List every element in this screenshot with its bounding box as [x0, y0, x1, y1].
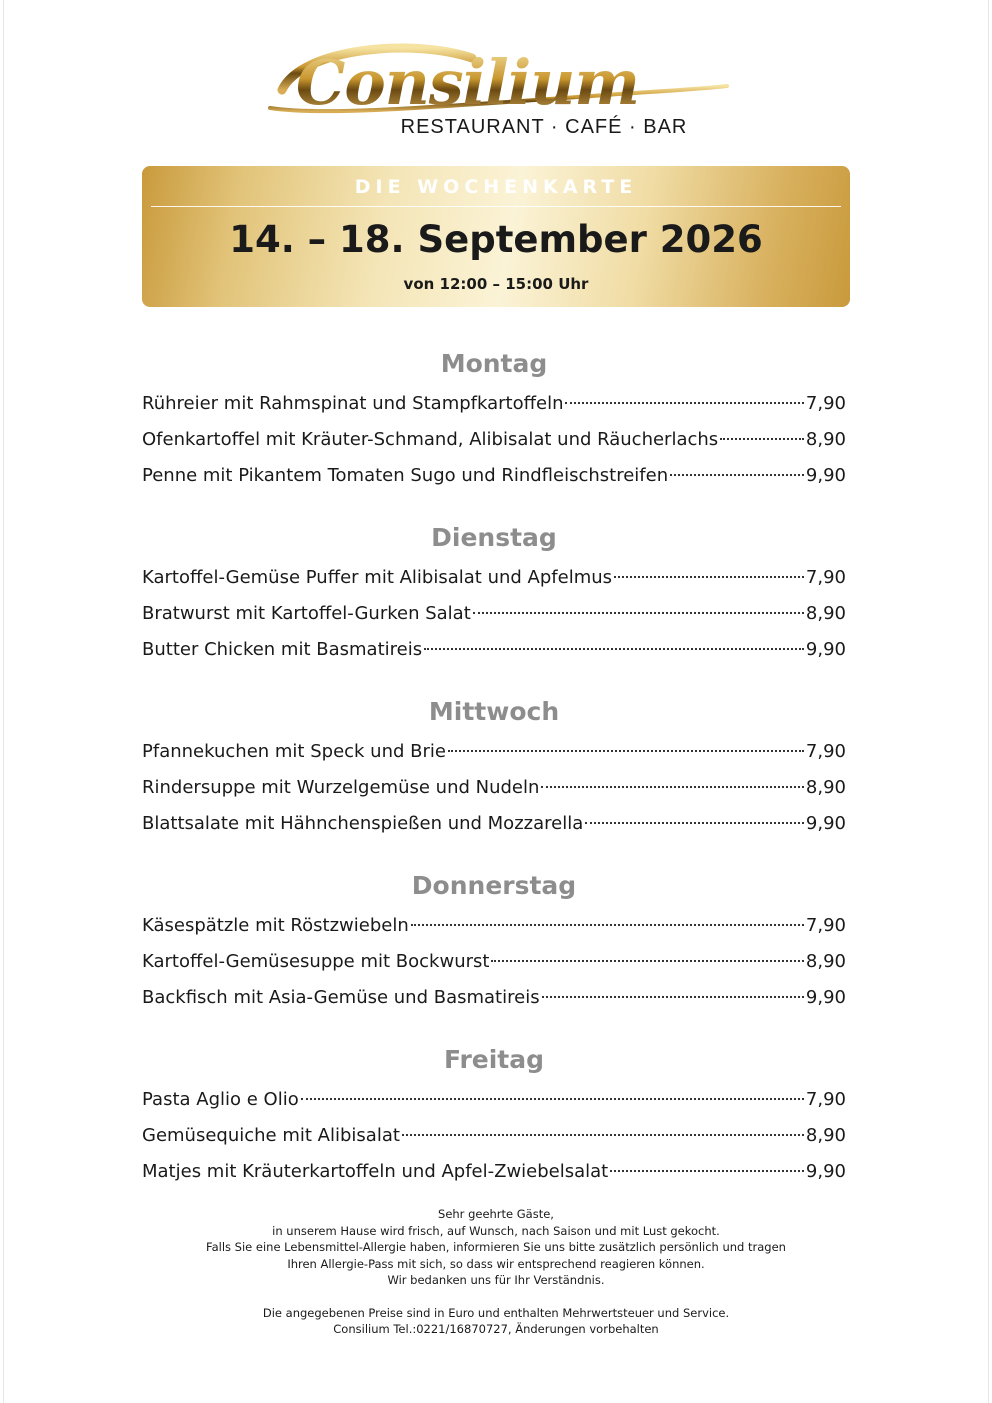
footer-line: in unserem Hause wird frisch, auf Wunsch, nach Saison und mit Lust gekocht. [272, 1223, 720, 1238]
dish-price: 9,90 [805, 465, 846, 486]
dot-leader [491, 960, 803, 962]
footer-spacer [142, 1289, 850, 1305]
dish-name: Kartoffel-Gemüse Puffer mit Alibisalat und Apfelmus [142, 567, 613, 588]
banner-date-range: 14. – 18. September 2026 [229, 218, 763, 261]
dot-leader [720, 438, 804, 440]
day-friday [142, 1042, 846, 1190]
restaurant-logo [262, 38, 732, 143]
footer-prices-note: Die angegebenen Preise sind in Euro und enthalten Mehrwertsteuer und Service. [262, 1305, 730, 1320]
footer-contact: Consilium Tel.:0221/16870727, Änderungen vorbehalten [333, 1322, 659, 1336]
day-title: Montag [440, 349, 548, 378]
dish-price: 8,90 [805, 429, 846, 450]
dish-price: 7,90 [805, 741, 846, 762]
day-title: Donnerstag [411, 871, 577, 900]
footer-line: Falls Sie eine Lebensmittel-Allergie haben, informieren Sie uns bitte zusätzlich persönlich und tragen [206, 1240, 786, 1254]
dish-price: 9,90 [805, 639, 846, 660]
dish-price: 8,90 [805, 603, 846, 624]
dish-name: Rühreier mit Rahmspinat und Stampfkartoffeln [142, 393, 564, 414]
day-title: Dienstag [431, 523, 557, 552]
day-monday [142, 346, 846, 494]
dish-price: 8,90 [805, 951, 846, 972]
menu-item [142, 734, 846, 770]
dish-name: Ofenkartoffel mit Kräuter-Schmand, Alibisalat und Räucherlachs [142, 429, 719, 450]
dish-name: Kartoffel-Gemüsesuppe mit Bockwurst [142, 951, 490, 972]
dot-leader [411, 924, 804, 926]
footer-greeting: Sehr geehrte Gäste, [438, 1207, 554, 1221]
menu-item [142, 908, 846, 944]
menu-item [142, 458, 846, 494]
day-wednesday [142, 694, 846, 842]
day-title: Freitag [443, 1045, 545, 1074]
menu-item [142, 770, 846, 806]
dish-name: Bratwurst mit Kartoffel-Gurken Salat [142, 603, 471, 624]
menu-item [142, 1082, 846, 1118]
dish-price: 9,90 [805, 987, 846, 1008]
menu-item [142, 1154, 846, 1190]
page-edge-right [988, 0, 989, 1403]
menu-item [142, 422, 846, 458]
dish-name: Pasta Aglio e Olio [142, 1089, 299, 1110]
logo-tagline: RESTAURANT · CAFÉ · BAR [400, 116, 688, 138]
banner-divider [151, 206, 841, 207]
menu-item [142, 944, 846, 980]
dish-name: Pfannekuchen mit Speck und Brie [142, 741, 446, 762]
dish-price: 8,90 [805, 777, 846, 798]
logo-wordmark [262, 38, 732, 118]
menu-item [142, 806, 846, 842]
dish-name: Matjes mit Kräuterkartoffeln und Apfel-Zwiebelsalat [142, 1161, 609, 1182]
dot-leader [424, 648, 804, 650]
dish-name: Backfisch mit Asia-Gemüse und Basmatireis [142, 987, 540, 1008]
banner-heading: DIE WOCHENKARTE [354, 176, 638, 198]
dish-price: 8,90 [805, 1125, 846, 1146]
dish-name: Penne mit Pikantem Tomaten Sugo und Rindfleischstreifen [142, 465, 669, 486]
week-banner [142, 166, 850, 307]
dish-price: 7,90 [805, 567, 846, 588]
menu-item [142, 386, 846, 422]
day-thursday [142, 868, 846, 1016]
dish-name: Rindersuppe mit Wurzelgemüse und Nudeln [142, 777, 540, 798]
dish-name: Butter Chicken mit Basmatireis [142, 639, 423, 660]
day-title: Mittwoch [428, 697, 560, 726]
dish-name: Blattsalate mit Hähnchenspießen und Mozzarella [142, 813, 584, 834]
dot-leader [610, 1170, 804, 1172]
dot-leader [565, 402, 803, 404]
dot-leader [402, 1134, 804, 1136]
weekly-menu [142, 346, 846, 1190]
dot-leader [585, 822, 804, 824]
dot-leader [448, 750, 804, 752]
dot-leader [301, 1098, 804, 1100]
dot-leader [473, 612, 804, 614]
logo-brand-text: Consilium [296, 46, 640, 118]
dish-price: 7,90 [805, 393, 846, 414]
footer-line: Wir bedanken uns für Ihr Verständnis. [387, 1273, 605, 1287]
dish-price: 9,90 [805, 813, 846, 834]
dot-leader [670, 474, 804, 476]
page-edge-left [3, 0, 4, 1403]
menu-item [142, 980, 846, 1016]
menu-item [142, 596, 846, 632]
footer-line: Ihren Allergie-Pass mit sich, so dass wir entsprechend reagieren können. [287, 1256, 705, 1271]
dish-name: Käsespätzle mit Röstzwiebeln [142, 915, 409, 936]
dish-price: 7,90 [805, 915, 846, 936]
menu-item [142, 1118, 846, 1154]
day-tuesday [142, 520, 846, 668]
footer-notice [142, 1206, 850, 1338]
dish-price: 7,90 [805, 1089, 846, 1110]
dot-leader [614, 576, 804, 578]
dish-name: Gemüsequiche mit Alibisalat [142, 1125, 400, 1146]
dish-price: 9,90 [805, 1161, 846, 1182]
banner-serving-time: von 12:00 – 15:00 Uhr [403, 275, 589, 293]
dot-leader [542, 996, 804, 998]
dot-leader [541, 786, 804, 788]
menu-item [142, 560, 846, 596]
menu-item [142, 632, 846, 668]
